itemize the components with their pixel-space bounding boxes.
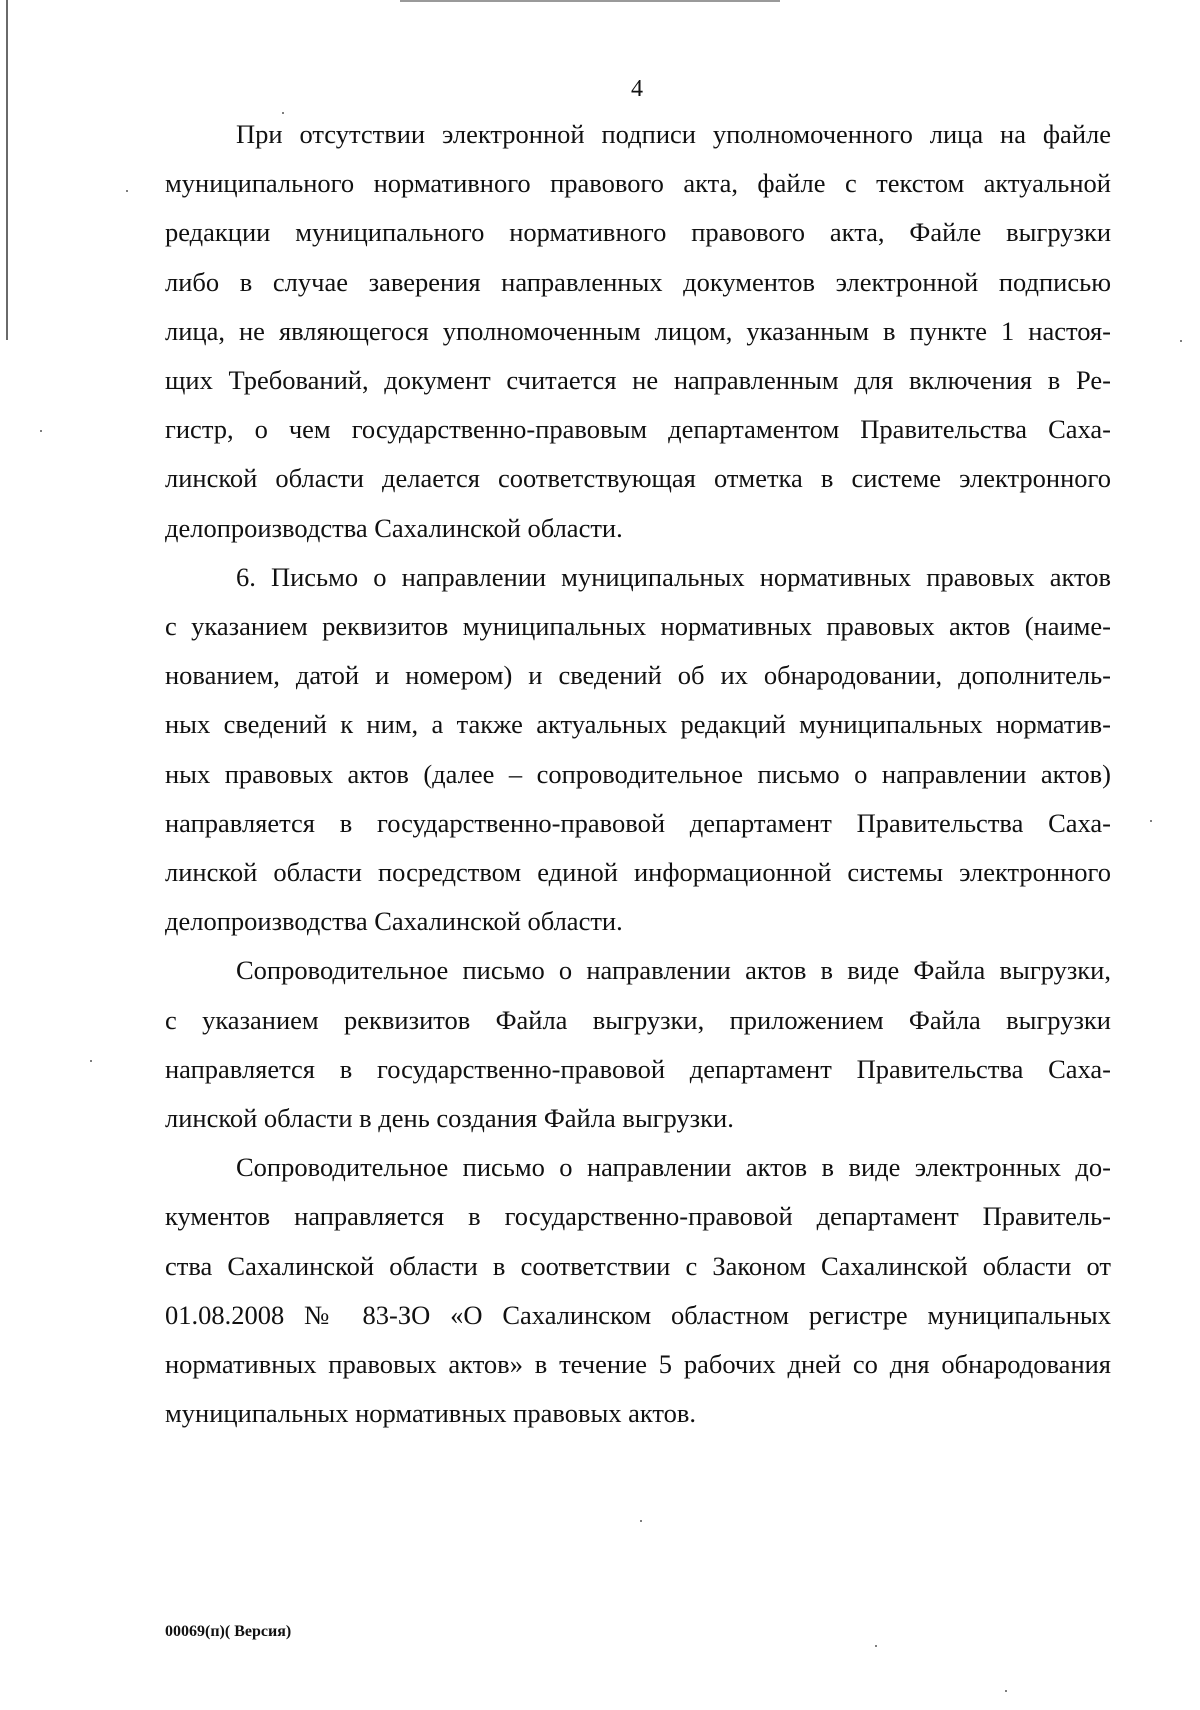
text-line: редакции муниципального нормативного правового акта, Файле выгрузки xyxy=(165,217,1111,248)
paragraph-1 xyxy=(165,110,1111,553)
paragraph-2 xyxy=(165,553,1111,947)
text-line: нованием, датой и номером) и сведений об их обнародовании, дополнитель- xyxy=(165,660,1111,691)
text-line: ства Сахалинской области в соответствии с Законом Сахалинской области от xyxy=(165,1250,1111,1281)
text-line: ных правовых актов (далее – сопроводительное письмо о направлении актов) xyxy=(165,758,1111,789)
text-line: с указанием реквизитов Файла выгрузки, приложением Файла выгрузки xyxy=(165,1004,1111,1035)
paragraph-3 xyxy=(165,946,1111,1143)
text-line: линской области в день создания Файла выгрузки. xyxy=(165,1103,734,1134)
scan-speck xyxy=(1150,820,1152,822)
text-line: муниципального нормативного правового акта, файле с текстом актуальной xyxy=(165,168,1111,199)
footer-document-code: 00069(п)( Версия) xyxy=(165,1623,292,1640)
paragraph-4 xyxy=(165,1143,1111,1438)
text-line: нормативных правовых актов» в течение 5 рабочих дней со дня обнародования xyxy=(165,1349,1111,1380)
document-body xyxy=(165,110,1111,1438)
text-line: муниципальных нормативных правовых актов. xyxy=(165,1398,697,1429)
text-line: линской области делается соответствующая отметка в системе электронного xyxy=(165,463,1111,494)
scan-edge-top xyxy=(400,0,780,2)
text-line: Сопроводительное письмо о направлении актов в виде электронных до- xyxy=(236,1152,1111,1183)
text-line: гистр, о чем государственно-правовым департаментом Правительства Саха- xyxy=(165,414,1111,445)
text-line: направляется в государственно-правовой департамент Правительства Саха- xyxy=(165,1053,1111,1084)
text-line: делопроизводства Сахалинской области. xyxy=(165,906,623,937)
text-line: либо в случае заверения направленных документов электронной подписью xyxy=(165,266,1111,297)
scan-speck xyxy=(1005,1690,1007,1692)
text-line: ных сведений к ним, а также актуальных редакций муниципальных норматив- xyxy=(165,709,1111,740)
text-line: щих Требований, документ считается не направленным для включения в Ре- xyxy=(165,365,1111,396)
page-number: 4 xyxy=(631,76,643,102)
text-line: 01.08.2008 № 83-ЗО «О Сахалинском областном регистре муниципальных xyxy=(165,1299,1111,1330)
text-line: направляется в государственно-правовой департамент Правительства Саха- xyxy=(165,807,1111,838)
text-line: Сопроводительное письмо о направлении актов в виде Файла выгрузки, xyxy=(236,955,1111,986)
scan-speck xyxy=(282,112,284,114)
scan-speck xyxy=(875,1645,877,1647)
scan-speck xyxy=(1180,340,1182,342)
text-line: с указанием реквизитов муниципальных нормативных правовых актов (наиме- xyxy=(165,611,1111,642)
text-line: При отсутствии электронной подписи уполномоченного лица на файле xyxy=(236,119,1111,149)
text-line: линской области посредством единой информационной системы электронного xyxy=(165,857,1111,888)
text-line: кументов направляется в государственно-правовой департамент Правитель- xyxy=(165,1201,1111,1232)
text-line: 6. Письмо о направлении муниципальных нормативных правовых актов xyxy=(236,561,1111,592)
scan-speck xyxy=(40,430,42,432)
text-line: делопроизводства Сахалинской области. xyxy=(165,512,623,543)
scan-speck xyxy=(90,1060,92,1062)
scan-edge-left xyxy=(6,0,8,340)
text-line: лица, не являющегося уполномоченным лицом, указанным в пункте 1 настоя- xyxy=(165,315,1111,346)
scan-speck xyxy=(126,190,128,192)
scan-speck xyxy=(640,1520,642,1522)
